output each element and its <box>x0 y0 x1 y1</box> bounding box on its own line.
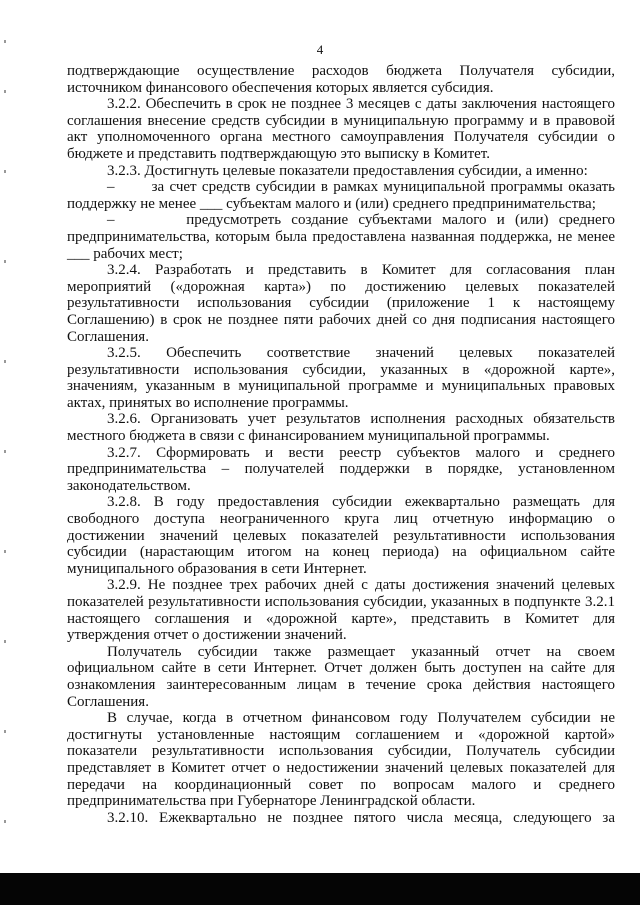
document-body <box>67 63 615 826</box>
paragraph-3-2-9: 3.2.9. Не позднее трех рабочих дней с даты достижения значений целевых показателей результативности использования субсидии, указанных в подпункте 3.2.1 настоящего соглашения и «дорожной карте», представить в Комитет для утверждения отчет о достижении значений. <box>67 577 615 644</box>
list-item-dash: – предусмотреть создание субъектами малого и (или) среднего предпринимательства, которым была предоставлена названная поддержка, не менее ___ рабочих мест; <box>67 212 615 262</box>
scan-edge-marks <box>4 30 6 890</box>
scan-bottom-border <box>0 873 640 905</box>
paragraph-3-2-10: 3.2.10. Ежеквартально не позднее пятого числа месяца, следующего за <box>107 809 615 826</box>
paragraph-3-2-2: 3.2.2. Обеспечить в срок не позднее 3 месяцев с даты заключения настоящего соглашения внесение средств субсидии в муниципальную программу и в правовой акт уполномоченного органа местного самоуправления Получателя субсидии о бюджете и представить подтверждающую это выписку в Комитет. <box>67 96 615 162</box>
paragraph-3-2-3: 3.2.3. Достигнуть целевые показатели предоставления субсидии, а именно: <box>107 162 588 179</box>
paragraph-3-2-5: 3.2.5. Обеспечить соответствие значений целевых показателей результативности использования субсидии, указанных в «дорожной карте», значениям, указанным в муниципальной программе и муниципальных правовых актах, принятых во исполнение программы. <box>67 345 615 411</box>
paragraph-3-2-7: 3.2.7. Сформировать и вести реестр субъектов малого и среднего предпринимательства – получателей поддержки в порядке, установленном законодательством. <box>67 444 615 494</box>
paragraph: подтверждающие осуществление расходов бюджета Получателя субсидии, источником финансового обеспечения которых является субсидия. <box>67 63 615 96</box>
paragraph-non-achievement: В случае, когда в отчетном финансовом году Получателем субсидии не достигнуты установленные настоящим соглашением и «дорожной картой» показатели результативности использования субсидии, Получатель субсидии представляет в Комитет отчет о недостижении значений целевых показателей для передачи на координационный совет по вопросам малого и среднего предпринимательства при Губернаторе Ленинградской области. <box>67 710 615 810</box>
page-number: 4 <box>316 42 324 57</box>
paragraph-3-2-8: 3.2.8. В году предоставления субсидии ежеквартально размещать для свободного доступа неограниченного круга лиц отчетную информацию о достижении значений целевых показателей результативности использования субсидии (нарастающим итогом на конец периода) на официальном сайте муниципального образования в сети Интернет. <box>67 494 615 577</box>
paragraph-3-2-6: 3.2.6. Организовать учет результатов исполнения расходных обязательств местного бюджета в связи с финансированием муниципальной программы. <box>67 411 615 445</box>
paragraph-3-2-4: 3.2.4. Разработать и представить в Комитет для согласования план мероприятий («дорожная карта») по достижению целевых показателей результативности использования субсидии (приложение 1 к настоящему Соглашению) в срок не позднее пяти рабочих дней со дня подписания настоящего Соглашения. <box>67 262 615 345</box>
list-item-dash: – за счет средств субсидии в рамках муниципальной программы оказать поддержку не менее ___ субъектам малого и (или) среднего предпринимательства; <box>67 179 615 212</box>
paragraph-report-publication: Получатель субсидии также размещает указанный отчет на своем официальном сайте в сети Интернет. Отчет должен быть доступен на сайте для ознакомления заинтересованным лицам в течение срока действия настоящего Соглашения. <box>67 643 615 710</box>
